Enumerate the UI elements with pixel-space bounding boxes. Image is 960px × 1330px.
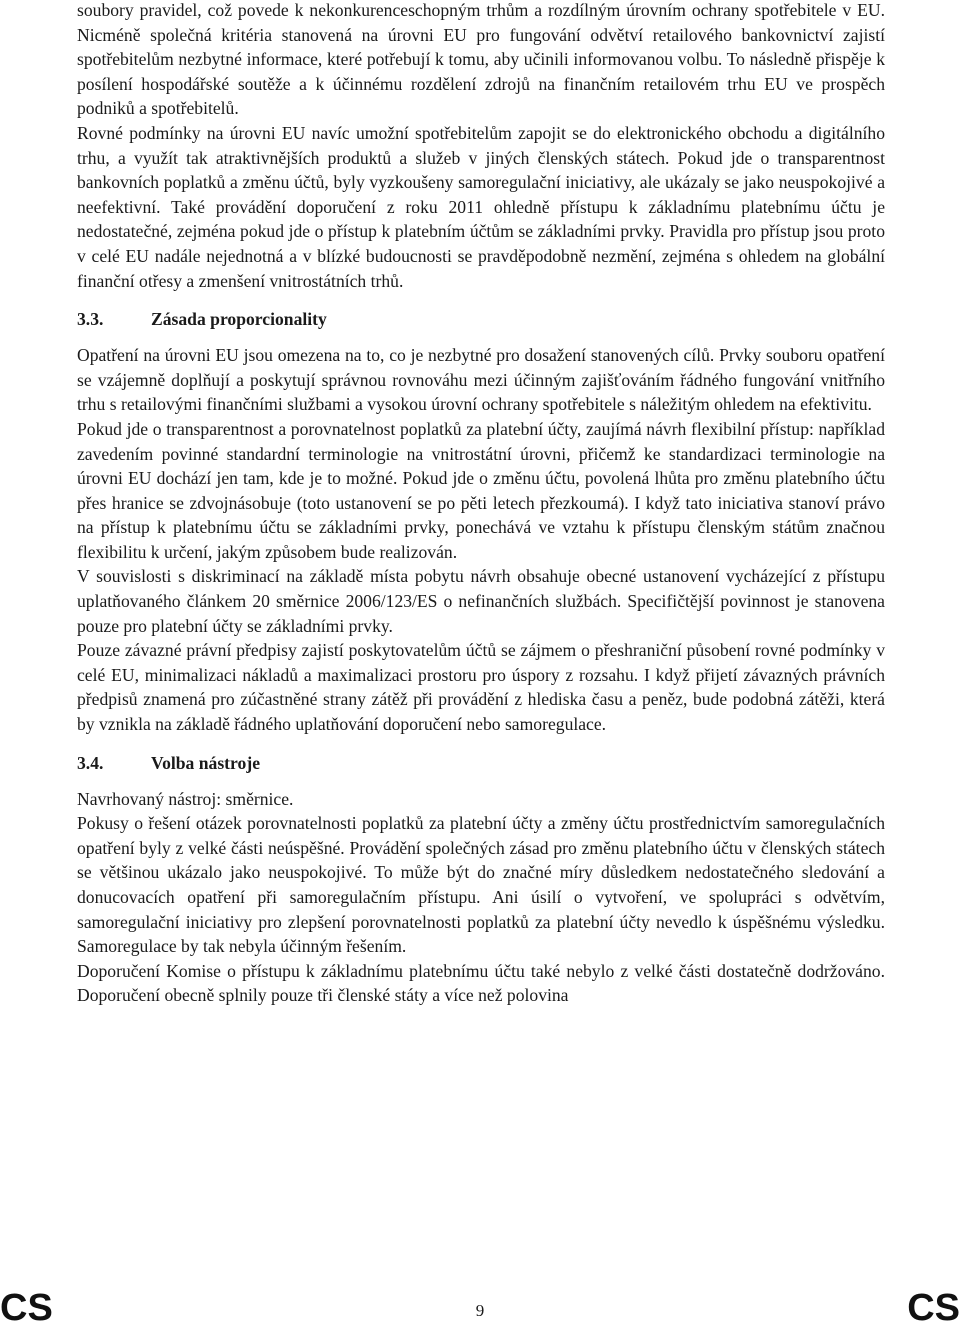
paragraph-transparency: Pokud jde o transparentnost a porovnatelnost poplatků za platební účty, zaujímá návrh flexibilní přístup: například zavedením povinné standardní terminologie na vnitrostátní úrovni, přičemž ke standardizaci terminologie na úrovni EU dochází jen tam, kde je to možné. Pokud jde o změnu účtu, povolená lhůta pro změnu platebního účtu přes hranice se zdvojnásobuje (toto ustanovení se po pěti letech přezkoumá). I když tato iniciativa stanoví právo na přístup k platebnímu účtu se základními prvky, ponechává ve vztahu k přístupu členským státům značnou flexibilitu k určení, jakým způsobem bude realizován.	[77, 418, 885, 562]
page-number: 9	[475, 1301, 485, 1320]
paragraph-intro: soubory pravidel, což povede k nekonkurenceschopným trhům a rozdílným úrovním ochrany spotřebitele v EU. Nicméně společná kritéria stanovená na úrovni EU pro fungování odvětví retailového bankovnictví zajistí spotřebitelům nezbytné informace, které potřebují k tomu, aby učinili informovanou volbu. To následně přispěje k posílení hospodářské soutěže a k účinnému rozdělení zdrojů na finančním retailovém trhu EU ve prospěch podniků a spotřebitelů.	[77, 0, 885, 119]
paragraph-binding-legislation: Pouze závazné právní předpisy zajistí poskytovatelům účtů se zájmem o přeshraniční působení rovné podmínky v celé EU, minimalizaci nákladů a maximalizaci prostoru pro úspory z rozsahu. I když přijetí závazných právních předpisů znamená pro zúčastněné strany zátěž při provádění z hlediska času a peněz, bude podobná zátěži, která by vznikla na základě řádného uplatňování doporučení nebo samoregulace.	[77, 640, 885, 735]
page-footer	[0, 1286, 960, 1330]
paragraph-discrimination: V souvislosti s diskriminací na základě místa pobytu návrh obsahuje obecné ustanovení vycházející z přístupu uplatňovaného článkem 20 směrnice 2006/123/ES o nefinančních službách. Specifičtější povinnost je stanovena pouze pro platební účty se základními prvky.	[77, 566, 885, 636]
section-title: Zásada proporcionality	[151, 309, 327, 330]
section-heading-3-4	[77, 751, 885, 775]
language-code-right: CS	[907, 1287, 960, 1329]
paragraph-proportionality: Opatření na úrovni EU jsou omezena na to, co je nezbytné pro dosažení stanovených cílů. Prvky souboru opatření se vzájemně doplňují a poskytují správnou rovnováhu mezi účinným zajišťováním řádného fungování vnitřního trhu s retailovými finančními službami a vysokou úrovní ochrany spotřebitele s náležitým ohledem na efektivitu.	[77, 345, 885, 415]
paragraph-self-regulation: Pokusy o řešení otázek porovnatelnosti poplatků za platební účty a změny účtu prostřednictvím samoregulačních opatření byly z velké části neúspěšné. Provádění společných zásad pro změnu platebního účtu v členských státech se většinou ukázalo jako neuspokojivé. To může být do značné míry důsledkem nedostatečného sledování a donucovacích opatření při samoregulačním přístupu. Ani úsilí o vytvoření, ve spolupráci s odvětvím, samoregulační iniciativy pro zlepšení porovnatelnosti poplatků za platební účty nevedlo k úspěšnému výsledku. Samoregulace by tak nebyla účinným řešením.	[77, 813, 885, 957]
language-code-left: CS	[0, 1287, 53, 1329]
paragraph-proposed-instrument: Navrhovaný nástroj: směrnice.	[77, 788, 294, 809]
section-title: Volba nástroje	[151, 752, 260, 773]
paragraph-level-playing-field: Rovné podmínky na úrovni EU navíc umožní spotřebitelům zapojit se do elektronického obchodu a digitálního trhu, a využít tak atraktivnějších produktů a služeb v jiných členských státech. Pokud jde o transparentnost bankovních poplatků a změnu účtů, byly vyzkoušeny samoregulační iniciativy, ale ukázaly se jako neuspokojivé a neefektivní. Také provádění doporučení z roku 2011 ohledně přístupu k základnímu platebnímu účtu je nedostatečné, zejména pokud jde o přístup k platebním účtům se základními prvky. Pravidla pro přístup jsou proto v celé EU nadále nejednotná a v blízké budoucnosti se pravděpodobně nezmění, zejména s ohledem na globální finanční otřesy a zmenšení vnitrostátních trhů.	[77, 122, 885, 291]
section-number: 3.4.	[77, 752, 104, 773]
section-number: 3.3.	[77, 309, 104, 330]
document-page	[77, 0, 885, 1008]
section-heading-3-3	[77, 307, 885, 331]
paragraph-commission-recommendation: Doporučení Komise o přístupu k základnímu platebnímu účtu také nebylo z velké části dostatečně dodržováno. Doporučení obecně splnily pouze tři členské státy a více než polovina	[77, 960, 885, 1006]
